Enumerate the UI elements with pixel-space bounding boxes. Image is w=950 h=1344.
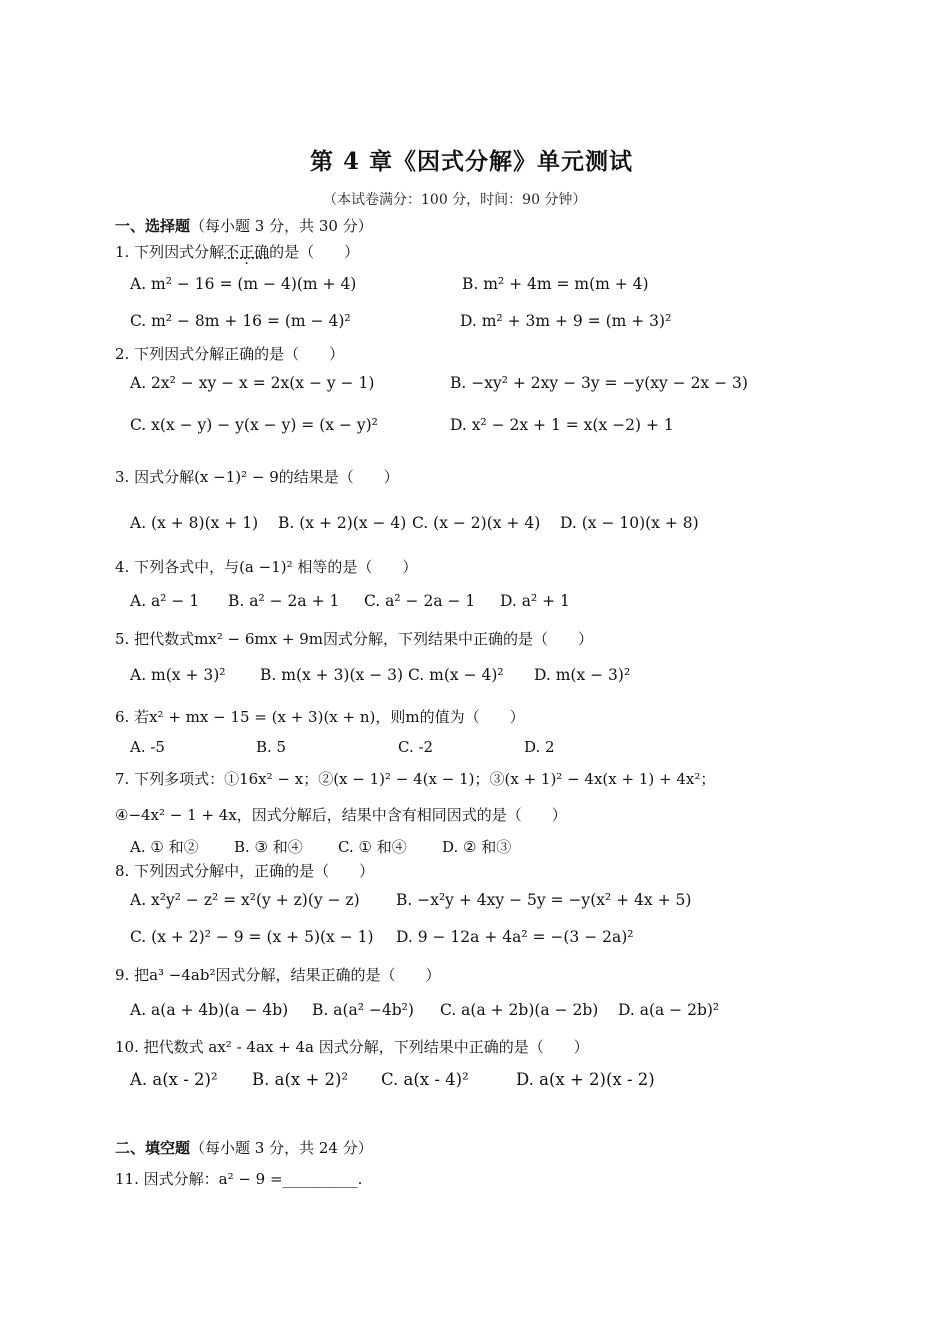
page-subtitle: （本试卷满分：100 分，时间：90 分钟） xyxy=(323,192,587,208)
question-5-stem: 5. 把代数式mx² − 6mx + 9m因式分解，下列结果中正确的是（ ） xyxy=(115,630,593,648)
q10-option-c: C. a(x - 4)² xyxy=(381,1070,469,1089)
q7-option-c: C. ① 和④ xyxy=(338,838,407,856)
question-3-stem: 3. 因式分解(x −1)² − 9的结果是（ ） xyxy=(115,468,399,486)
q9-option-b: B. a(a² −4b²) xyxy=(312,1001,414,1019)
q10-option-a: A. a(x - 2)² xyxy=(130,1070,218,1089)
q7-option-a: A. ① 和② xyxy=(130,838,199,856)
q9-option-c: C. a(a + 2b)(a − 2b) xyxy=(440,1001,599,1019)
q2-option-a: A. 2x² − xy − x = 2x(x − y − 1) xyxy=(130,374,375,392)
q3-option-d: D. (x − 10)(x + 8) xyxy=(560,514,699,532)
page-title: 第 4 章《因式分解》单元测试 xyxy=(310,148,634,175)
q4-option-b: B. a² − 2a + 1 xyxy=(228,592,340,610)
section1-note: （每小题 3 分，共 30 分） xyxy=(190,217,373,235)
q4-option-d: D. a² + 1 xyxy=(500,592,570,610)
q2-option-b: B. −xy² + 2xy − 3y = −y(xy − 2x − 3) xyxy=(450,374,748,392)
question-2-stem: 2. 下列因式分解正确的是（ ） xyxy=(115,345,345,363)
q6-option-b: B. 5 xyxy=(256,738,287,756)
question-7-stem-line2: ④−4x² − 1 + 4x，因式分解后，结果中含有相同因式的是（ ） xyxy=(115,806,567,824)
q3-option-c: C. (x − 2)(x + 4) xyxy=(412,514,541,532)
q7-option-d: D. ② 和③ xyxy=(442,838,512,856)
emphasis-text: 不正确 xyxy=(224,243,270,261)
q1-option-c: C. m² − 8m + 16 = (m − 4)² xyxy=(130,312,351,330)
q1-option-a: A. m² − 16 = (m − 4)(m + 4) xyxy=(130,275,357,293)
q9-option-a: A. a(a + 4b)(a − 4b) xyxy=(130,1001,289,1019)
q4-option-a: A. a² − 1 xyxy=(130,592,200,610)
section1-heading: 一、选择题 xyxy=(115,217,191,235)
q5-option-a: A. m(x + 3)² xyxy=(130,666,226,684)
question-4-stem: 4. 下列各式中，与(a −1)² 相等的是（ ） xyxy=(115,558,418,576)
q3-option-b: B. (x + 2)(x − 4) xyxy=(278,514,407,532)
q1-option-b: B. m² + 4m = m(m + 4) xyxy=(462,275,649,293)
q6-option-a: A. -5 xyxy=(130,738,165,756)
question-10-stem: 10. 把代数式 ax² - 4ax + 4a 因式分解，下列结果中正确的是（ ） xyxy=(115,1038,589,1056)
q2-option-d: D. x² − 2x + 1 = x(x −2) + 1 xyxy=(450,416,674,434)
q7-option-b: B. ③ 和④ xyxy=(234,838,303,856)
q8-option-b: B. −x²y + 4xy − 5y = −y(x² + 4x + 5) xyxy=(396,891,692,909)
q3-option-a: A. (x + 8)(x + 1) xyxy=(130,514,259,532)
question-1-stem: 1. 下列因式分解不正确的是（ ） xyxy=(115,243,360,261)
question-11-stem: 11. 因式分解：a² − 9 =__________. xyxy=(115,1170,363,1188)
question-8-stem: 8. 下列因式分解中，正确的是（ ） xyxy=(115,862,375,880)
q5-option-b: B. m(x + 3)(x − 3) xyxy=(260,666,404,684)
question-9-stem: 9. 把a³ −4ab²因式分解，结果正确的是（ ） xyxy=(115,966,441,984)
q6-option-d: D. 2 xyxy=(524,738,555,756)
q9-option-d: D. a(a − 2b)² xyxy=(618,1001,720,1019)
q8-option-a: A. x²y² − z² = x²(y + z)(y − z) xyxy=(130,891,360,909)
question-6-stem: 6. 若x² + mx − 15 = (x + 3)(x + n)，则m的值为（ ） xyxy=(115,708,525,726)
section2-note: （每小题 3 分，共 24 分） xyxy=(190,1139,373,1157)
q6-option-c: C. -2 xyxy=(398,738,434,756)
q1-option-d: D. m² + 3m + 9 = (m + 3)² xyxy=(460,312,672,330)
q8-option-d: D. 9 − 12a + 4a² = −(3 − 2a)² xyxy=(396,928,634,946)
q8-option-c: C. (x + 2)² − 9 = (x + 5)(x − 1) xyxy=(130,928,374,946)
q2-option-c: C. x(x − y) − y(x − y) = (x − y)² xyxy=(130,416,378,434)
q5-option-d: D. m(x − 3)² xyxy=(534,666,631,684)
q10-option-d: D. a(x + 2)(x - 2) xyxy=(516,1070,655,1089)
section1-header xyxy=(115,215,373,236)
section2-header xyxy=(115,1137,373,1158)
q10-option-b: B. a(x + 2)² xyxy=(252,1070,349,1089)
q4-option-c: C. a² − 2a − 1 xyxy=(364,592,476,610)
question-7-stem: 7. 下列多项式：①16x² − x；②(x − 1)² − 4(x − 1)；③(x + 1)² − 4x(x + 1) + 4x²； xyxy=(115,770,716,788)
q5-option-c: C. m(x − 4)² xyxy=(408,666,504,684)
section2-heading: 二、填空题 xyxy=(115,1139,191,1157)
